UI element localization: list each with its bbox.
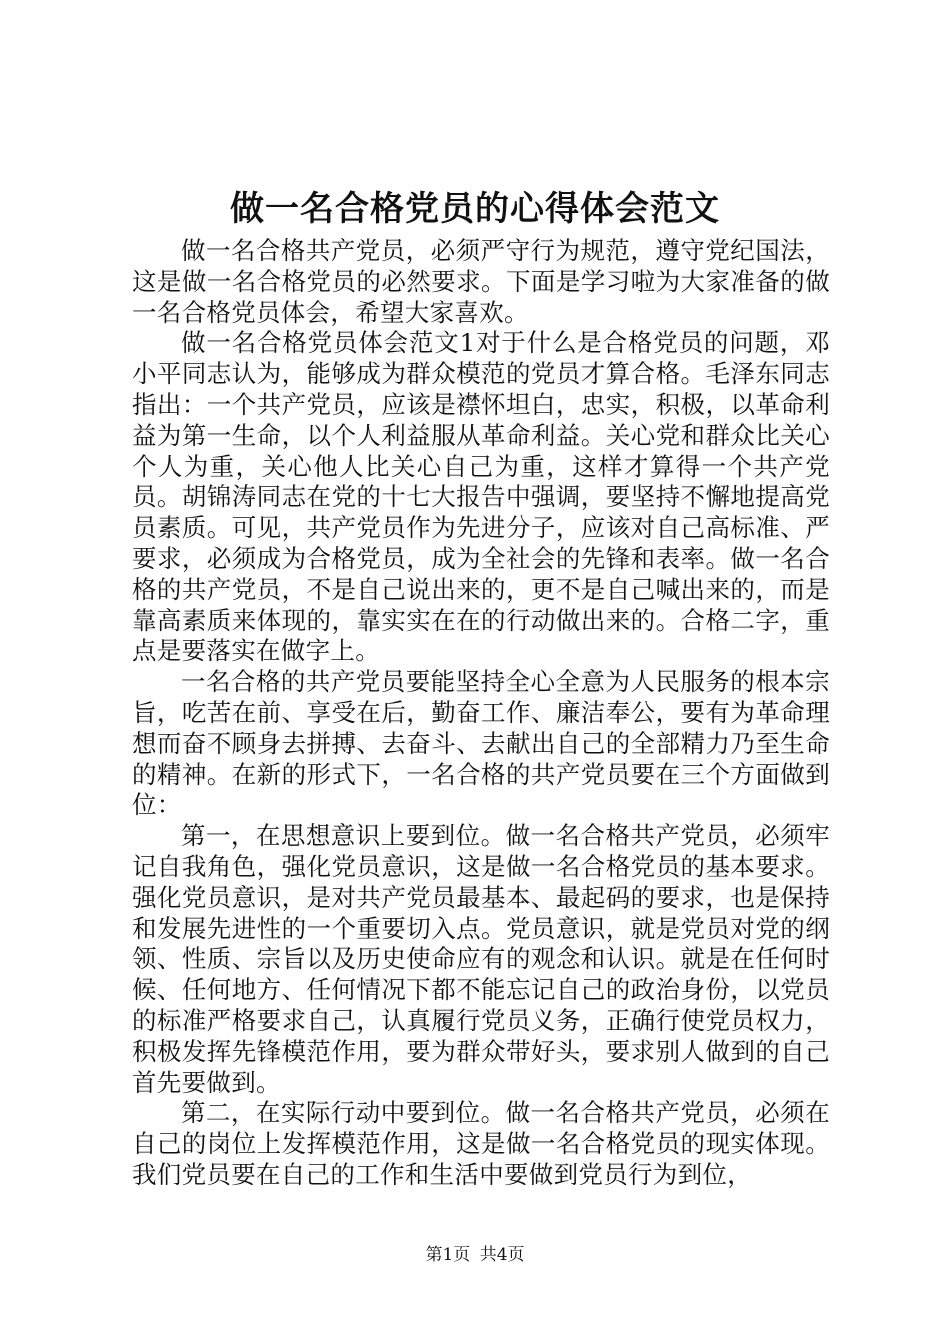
document-body (132, 236, 830, 1191)
paragraph-second-aspect: 第二，在实际行动中要到位。做一名合格共产党员，必须在自己的岗位上发挥模范作用，这是做一名合格党员的现实体现。我们党员要在自己的工作和生活中要做到党员行为到位， (132, 1098, 830, 1189)
page-total: 共4页 (479, 1245, 525, 1265)
paragraph-sample-1: 做一名合格党员体会范文1对于什么是合格党员的问题，邓小平同志认为，能够成为群众模范的党员才算合格。毛泽东同志指出：一个共产党员，应该是襟怀坦白，忠实，积极，以革命利益为第一生命，以个人利益服从革命利益。关心党和群众比关心个人为重，关心他人比关心自己为重，这样才算得一个共产党员。胡锦涛同志在党的十七大报告中强调，要坚持不懈地提高党员素质。可见，共产党员作为先进分子，应该对自己高标准、严要求，必须成为合格党员，成为全社会的先锋和表率。做一名合格的共产党员，不是自己说出来的，更不是自己喊出来的，而是靠高素质来体现的，靠实实在在的行动做出来的。合格二字，重点是要落实在做字上。 (132, 328, 830, 666)
page-footer (0, 1243, 950, 1267)
page-number: 第1页 (425, 1245, 471, 1265)
paragraph-intro: 做一名合格共产党员，必须严守行为规范，遵守党纪国法，这是做一名合格党员的必然要求。下面是学习啦为大家准备的做一名合格党员体会，希望大家喜欢。 (132, 236, 830, 327)
document-title: 做一名合格党员的心得体会范文 (230, 189, 720, 229)
paragraph-three-aspects: 一名合格的共产党员要能坚持全心全意为人民服务的根本宗旨，吃苦在前、享受在后，勤奋工作、廉洁奉公，要有为革命理想而奋不顾身去拼搏、去奋斗、去献出自己的全部精力乃至生命的精神。在新的形式下，一名合格的共产党员要在三个方面做到位： (132, 667, 830, 820)
paragraph-first-aspect: 第一，在思想意识上要到位。做一名合格共产党员，必须牢记自我角色，强化党员意识，这是做一名合格党员的基本要求。强化党员意识，是对共产党员最基本、最起码的要求，也是保持和发展先进性的一个重要切入点。党员意识，就是党员对党的纲领、性质、宗旨以及历史使命应有的观念和认识。就是在任何时候、任何地方、任何情况下都不能忘记自己的政治身份，以党员的标准严格要求自己，认真履行党员义务，正确行使党员权力，积极发挥先锋模范作用，要为群众带好头，要求别人做到的自己首先要做到。 (132, 821, 830, 1097)
